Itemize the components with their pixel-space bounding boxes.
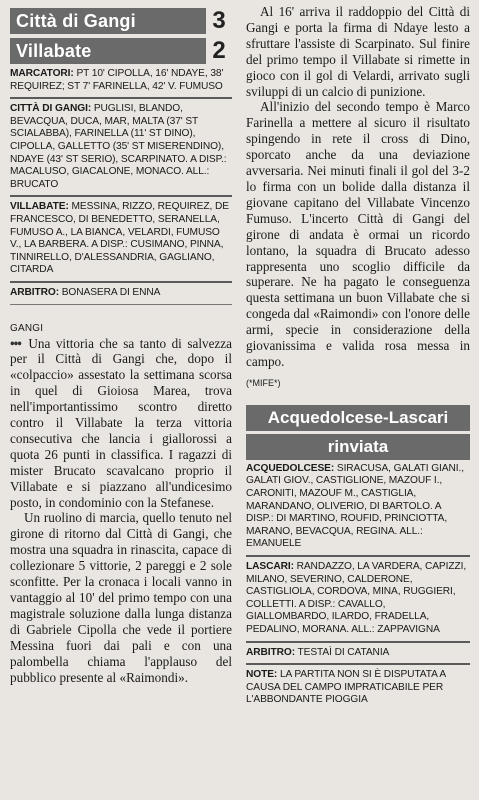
match2-home-lineup-label: ACQUEDOLCESE: (246, 462, 335, 474)
article-body-left (10, 336, 232, 686)
referee-label: ARBITRO: (10, 286, 59, 298)
scorers-block (10, 68, 232, 93)
match2-home-lineup-block (246, 463, 470, 551)
match2-away-lineup-label: LASCARI: (246, 561, 294, 572)
match2-home-lineup-text: SIRACUSA, GALATI GIANI., GALATI GIOV., CASTIGLIONE, MAZOUF I., CARONITI, MAZOUF M., CASTIGLIA, MARANDANO, OLIVERIO, DI BARTOLO. A DISP.: DI MARTINO, ROUFID, PRINCIOTTA, MARANO, BEVACQUA, REGINA. ALL.: EMANUELE (246, 462, 464, 550)
away-lineup-text: MESSINA, RIZZO, REQUIREZ, DE FRANCESCO, DI BENEDETTO, SERANELLA, FUMUSO A., LA BIANCA, VELARDI, FUMUSO V., LA BARBERA. A DISP.: CUSIMANO, PINNA, TINNIRELLO, D'ALESSANDRIA, GAGLIANO, CITARDA (10, 201, 229, 276)
scorers-label: MARCATORI: (10, 68, 74, 79)
article-paragraph: All'inizio del secondo tempo è Marco Farinella a mettere al sicuro il risultato spingendo in rete il cross di Dino, sporcato anche da una deviazione avversaria. Nei minuti finali il gol del 3-2 lo firma con un bolide dalla distanza il giovane capitano del Villabate Vincenzo Fumuso. L'incerto Città di Gangi del girone di andata è ormai un ricordo lontano, la squadra di Brucato adesso rappresenta uno scoglio difficile da superare. Ne ha pagato le conseguenza questa settimana un buon Villabate che si congeda dal «Raimondi» con l'onore delle armi, specie in considerazione della giovanissima e valida rosa messa in campo. (246, 99, 470, 369)
match2-status-banner: rinviata (246, 434, 470, 460)
divider (10, 281, 232, 283)
author-signature: (*MIFE*) (246, 377, 281, 388)
right-column (246, 4, 470, 710)
away-lineup-block (10, 201, 232, 277)
match2-note-text: LA PARTITA NON SI È DISPUTATA A CAUSA DEL CAMPO IMPRATICABILE PER L'ABBONDANTE PIOGGIA (246, 669, 446, 706)
match2-referee-block (246, 647, 470, 660)
divider (10, 195, 232, 197)
match2-note-label: NOTE: (246, 669, 278, 681)
match2-away-lineup-text: RANDAZZO, LA VARDERA, CAPIZZI, MILANO, SEVERINO, CALDERONE, CASTIGLIOLA, CORDOVA, MINA, RUGGIERI, COLLETTI. A DISP.: CAVALLO, GIALLOMBARDO, ILARDO, FRADELLA, PEDALINO, MORANA. ALL.: ZAPPAVIGNA (246, 561, 467, 635)
match2-referee-text: TESTAÌ DI CATANIA (297, 646, 390, 658)
match2-note-block (246, 669, 470, 707)
left-column (10, 8, 232, 685)
away-team-score-row (10, 38, 232, 64)
away-team-name: Villabate (16, 40, 92, 61)
scorers-text: PT 10' CIPOLLA, 16' NDAYE, 38' REQUIREZ; ST 7' FARINELLA, 42' V. FUMUSO (10, 68, 224, 92)
divider (246, 555, 470, 557)
article-paragraph: Un ruolino di marcia, quello tenuto nel girone di ritorno dal Città di Gangi, che mostra una squadra in rinascita, capace di collezionare 5 vittorie, 2 pareggi e 2 sole sconfitte. Per la cronaca i locali vanno in vantaggio al 10' del primo tempo con una magistrale soluzione dalla lunga distanza di Gabriele Cipolla che vede il portiere Messina fuori dai pali e con una palombella chiama l'applauso del pubblico presente al «Raimondi». (10, 510, 232, 685)
divider (10, 97, 232, 99)
article-paragraph: ••• Una vittoria che sa tanto di salvezza per il Città di Gangi che, dopo il «colpaccio» assestato la settimana scorsa in quel di Gioiosa Marea, trova nell'importantissimo scontro diretto contro il Villabate la terza vittoria consecutiva che lancia i giallorossi a quota 26 punti in classifica. I ragazzi di mister Brucato scavalcano proprio il Villabate e si piazzano all'undicesimo posto, in condominio con la Stefanese. (10, 335, 232, 510)
away-team-score: 2 (206, 38, 232, 64)
home-lineup-text: PUGLISI, BLANDO, BEVACQUA, DUCA, MAR, MALTA (37' ST SCIALABBA), FARINELLA (11' ST DINO), CIPOLLA, GALLETTO (35' ST MISERENDINO), NDAYE (43' ST SERIO), SCARPINATO. A DISP.: MACALUSO, GIACALONE, MONACO. ALL.: BRUCATO (10, 103, 227, 190)
match2-referee-label: ARBITRO: (246, 646, 295, 658)
referee-text: BONASERA DI ENNA (61, 286, 161, 298)
divider (246, 663, 470, 665)
away-lineup-label: VILLABATE: (10, 201, 69, 213)
home-lineup-block (10, 103, 232, 191)
article-body-right (246, 4, 470, 370)
home-team-score: 3 (206, 8, 232, 34)
article-paragraph: Al 16' arriva il raddoppio del Città di Gangi e porta la firma di Ndaye lesto a sfruttare l'assiste di Scarpinato. Sul finire del primo tempo il Villabate si rimette in gioco con il gol di Velardi, arrivato sugli sviluppi di un calcio di punizione. (246, 4, 470, 99)
home-team-score-row (10, 8, 232, 34)
divider (246, 641, 470, 643)
home-lineup-label: CITTÀ DI GANGI: (10, 103, 92, 115)
home-team-name: Città di Gangi (16, 10, 136, 31)
bullet-dots-icon: ••• (10, 335, 21, 351)
referee-block (10, 287, 232, 300)
match2-title-banner: Acquedolcese-Lascari (246, 405, 470, 431)
dateline: GANGI (10, 322, 44, 334)
match2-away-lineup-block (246, 561, 470, 637)
divider (10, 304, 232, 305)
